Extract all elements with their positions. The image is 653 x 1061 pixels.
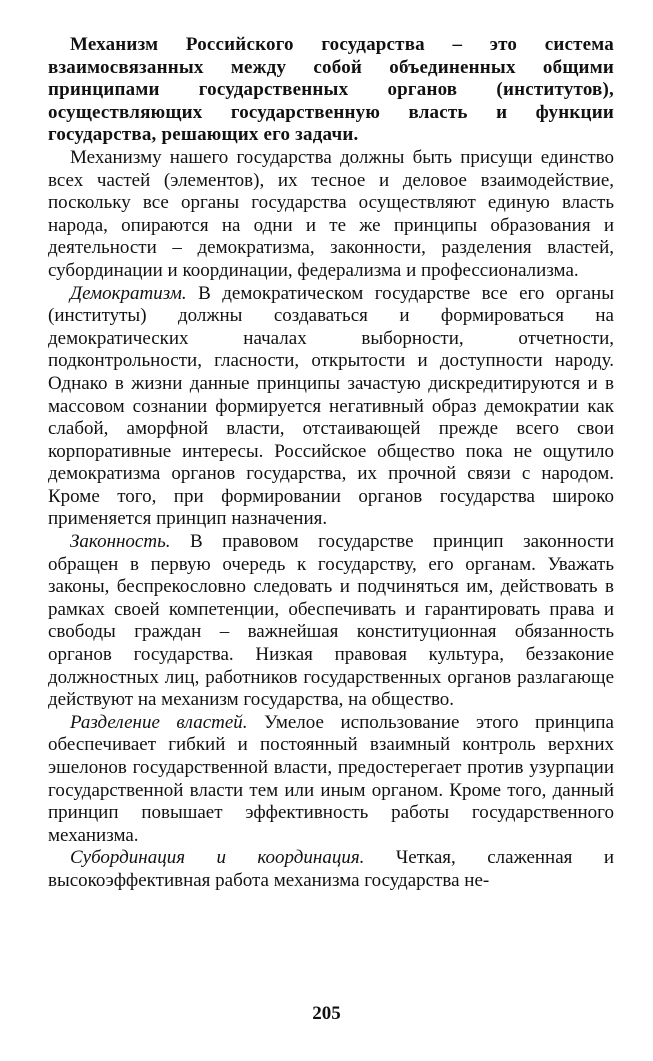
section-text: В правовом государстве принцип законности обращен в первую очередь к государству, его органам. Уважать законы, беспрекословно следовать и подчиняться им, действовать в рамках своей компетенции, обеспечивать и гарантировать права и свободы граждан – важнейшая конституционная обязанность органов государства. Низкая правовая культура, беззаконие должностных лиц, работников государственных органов разлагающе действуют на механизм государства, на общество. <box>48 531 614 711</box>
section-legality <box>48 531 614 712</box>
section-separation-of-powers <box>48 712 614 848</box>
section-term: Разделение властей. <box>70 711 248 733</box>
section-text: В демократическом государстве все его органы (институты) должны создаваться и формироваться на демократических началах выборности, отчетности, подконтрольности, гласности, открытости и доступности народу. Однако в жизни данные принципы зачастую дискредитируются и в массовом сознании формируется негативный образ демократии как слабой, аморфной власти, отстаивающей прежде всего свои корпоративные интересы. Российское общество пока не ощутило демократизма органов государства, их прочной связи с народом. Кроме того, при формировании органов государства широко применяется принцип назначения. <box>48 282 614 530</box>
intro-paragraph: Механизму нашего государства должны быть присущи единство всех частей (элементов), их тесное и деловое взаимодействие, поскольку все органы государства осуществляют единую власть народа, опираются на одни и те же принципы образования и деятельности – демократизма, законности, разделения властей, субординации и координации, федерализма и профессионализма. <box>48 146 614 281</box>
section-text: Умелое использование этого принципа обеспечивает гибкий и постоянный взаимный контроль верхних эшелонов государственной власти, предостерегает против узурпации государственной власти тем или иным органом. Кроме того, данный принцип повышает эффективность работы государственного механизма. <box>48 711 614 846</box>
section-democratism <box>48 283 614 532</box>
section-term: Субординация и координация. <box>70 847 365 869</box>
section-term: Законность. <box>70 531 171 553</box>
page-body <box>48 34 614 893</box>
section-subordination-coordination <box>48 847 614 892</box>
section-term: Демократизм. <box>70 282 187 304</box>
section-text: Четкая, слаженная и высокоэффективная работа механизма государства не- <box>48 847 614 891</box>
lead-definition-paragraph: Механизм Российского государства – это система взаимосвязанных между собой объединенных общими принципами государственных органов (институтов), осуществляющих государственную власть и функции государства, решающих его задачи. <box>48 34 614 146</box>
page-number: 205 <box>312 1003 341 1024</box>
